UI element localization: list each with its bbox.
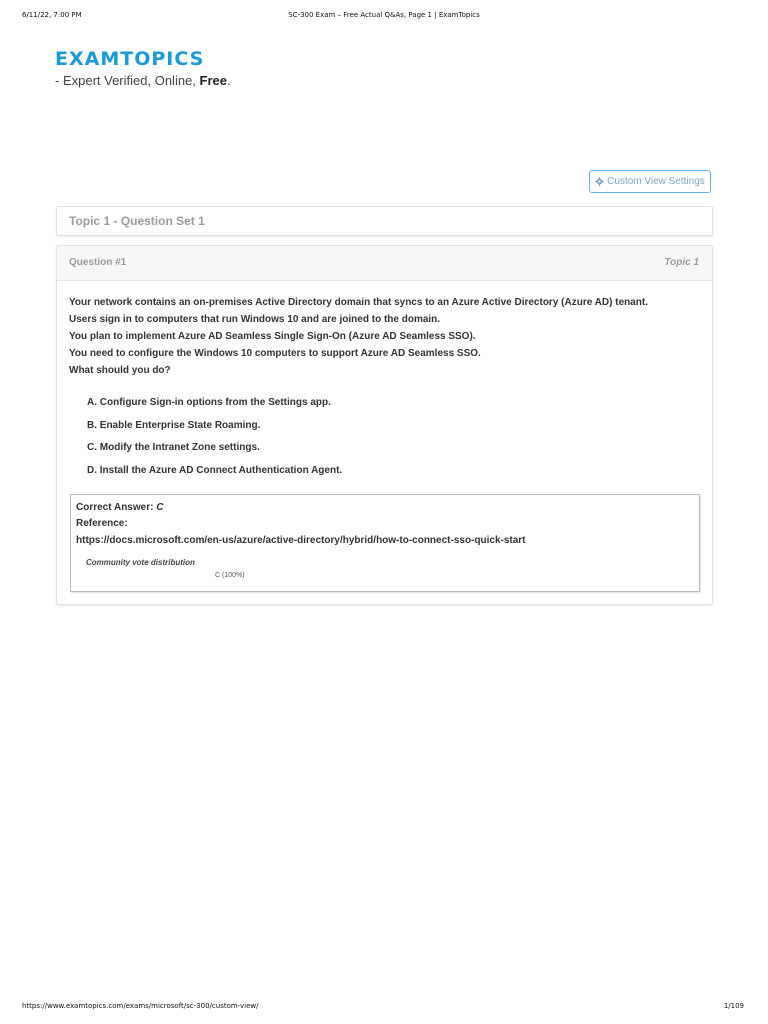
choice-c[interactable]: C. Modify the Intranet Zone settings. bbox=[87, 442, 260, 453]
reference-label: Reference: bbox=[76, 518, 128, 529]
correct-answer-label: Correct Answer: bbox=[76, 502, 157, 513]
question-body bbox=[69, 294, 699, 379]
choice-a[interactable]: A. Configure Sign-in options from the Settings app. bbox=[87, 397, 331, 408]
question-topic: Topic 1 bbox=[664, 257, 699, 268]
print-url: https://www.examtopics.com/exams/microsoft/sc-300/custom-view/ bbox=[22, 1002, 259, 1010]
vote-distribution-result: C (100%) bbox=[215, 572, 245, 579]
tagline-suffix: . bbox=[226, 73, 231, 88]
question-card bbox=[56, 245, 713, 605]
question-number: Question #1 bbox=[69, 257, 127, 268]
vote-distribution-title: Community vote distribution bbox=[86, 558, 195, 567]
gear-icon bbox=[595, 177, 604, 186]
custom-view-settings-label: Custom View Settings bbox=[607, 176, 705, 187]
choice-b[interactable]: B. Enable Enterprise State Roaming. bbox=[87, 419, 261, 431]
print-footer bbox=[0, 1002, 768, 1014]
question-text-line: Your network contains an on-premises Active Directory domain that syncs to an Azure Active Directory (Azure AD) tenant. bbox=[69, 297, 649, 308]
tagline bbox=[55, 73, 231, 88]
question-header bbox=[57, 246, 712, 281]
question-text-line: Users sign in to computers that run Windows 10 and are joined to the domain. bbox=[69, 314, 441, 325]
question-text-line: You need to configure the Windows 10 computers to support Azure AD Seamless SSO. bbox=[69, 348, 481, 359]
print-header bbox=[0, 11, 768, 23]
correct-answer-value: C bbox=[156, 502, 164, 513]
tagline-bold: Free bbox=[199, 73, 227, 88]
print-date: 6/11/22, 7:00 PM bbox=[22, 11, 82, 19]
topic-header-label: Topic 1 - Question Set 1 bbox=[69, 214, 205, 228]
print-page-number: 1/109 bbox=[723, 1002, 744, 1010]
custom-view-settings-button[interactable] bbox=[589, 170, 711, 193]
question-text-line: You plan to implement Azure AD Seamless Single Sign-On (Azure AD Seamless SSO). bbox=[69, 331, 476, 342]
reference-link[interactable]: https://docs.microsoft.com/en-us/azure/active-directory/hybrid/how-to-connect-sso-quick-start bbox=[76, 535, 526, 546]
choice-d[interactable]: D. Install the Azure AD Connect Authentication Agent. bbox=[87, 464, 343, 476]
question-text-line: What should you do? bbox=[69, 365, 171, 376]
answer-choices bbox=[87, 396, 342, 486]
correct-answer-box bbox=[70, 494, 700, 592]
print-page-title: SC-300 Exam – Free Actual Q&As, Page 1 | ExamTopics bbox=[288, 11, 480, 19]
tagline-prefix: - Expert Verified, Online, bbox=[55, 73, 200, 88]
logo-text: EXAMTOPICS bbox=[55, 48, 205, 70]
correct-answer bbox=[76, 502, 163, 513]
topic-header bbox=[56, 206, 713, 236]
examtopics-logo[interactable] bbox=[55, 46, 204, 72]
